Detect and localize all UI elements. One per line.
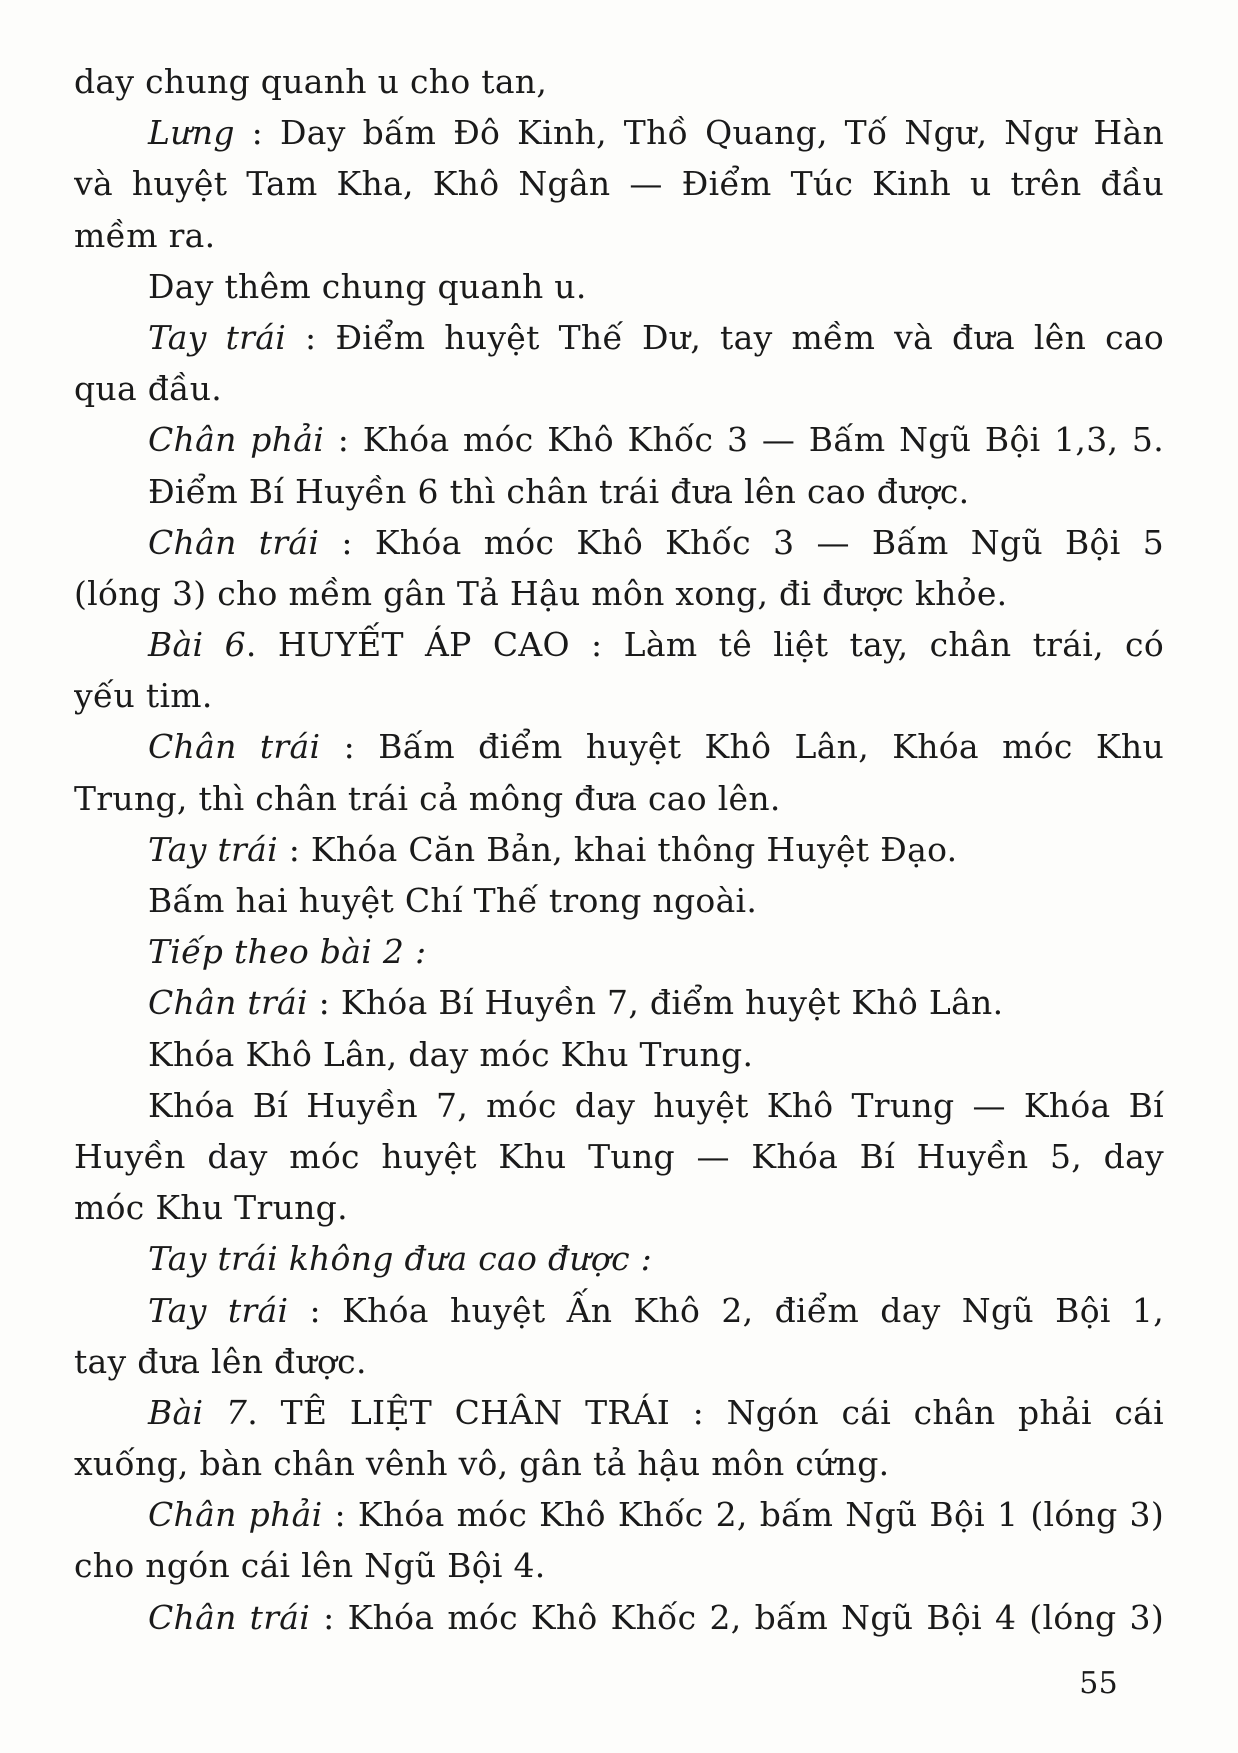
body-text: [74, 56, 1164, 1643]
text-line: móc Khu Trung.: [74, 1188, 348, 1228]
section-label: Tay trái không đưa cao được :: [148, 1239, 653, 1279]
text-line: qua đầu.: [74, 369, 223, 409]
text-line: yếu tim.: [74, 676, 213, 716]
section-label: Bài 6: [148, 625, 246, 665]
text-line: Day thêm chung quanh u.: [148, 266, 587, 306]
text-line: Khóa Bí Huyền 7, móc day huyệt Khô Trung — Khóa Bí: [148, 1085, 1164, 1125]
section-label: Tay trái: [148, 1290, 289, 1330]
text-line: (lóng 3) cho mềm gân Tả Hậu môn xong, đi được khỏe.: [74, 573, 1008, 613]
text-line: cho ngón cái lên Ngũ Bội 4.: [74, 1546, 546, 1586]
text-line: Chân trái : Khóa móc Khô Khốc 2, bấm Ngũ Bội 4 (lóng 3): [148, 1597, 1164, 1637]
text-line: tay đưa lên được.: [74, 1341, 367, 1381]
section-label: Chân phải: [148, 420, 325, 460]
section-label: Chân phải: [148, 1495, 323, 1535]
page-number: 55: [1079, 1666, 1118, 1701]
text-line: [74, 926, 1164, 977]
text-line: Bấm hai huyệt Chí Thế trong ngoài.: [148, 881, 758, 920]
text-line: Chân trái : Bấm điểm huyệt Khô Lân, Khóa móc Khu: [148, 727, 1164, 767]
text-line: Huyền day móc huyệt Khu Tung — Khóa Bí Huyền 5, day: [74, 1136, 1164, 1176]
text-line: Tay trái : Điểm huyệt Thế Dư, tay mềm và đưa lên cao: [148, 317, 1164, 357]
text-line: Bài 7. TÊ LIỆT CHÂN TRÁI : Ngón cái chân phải cái: [148, 1392, 1164, 1432]
section-label: Tay trái: [148, 317, 287, 357]
section-label: Bài 7: [148, 1392, 248, 1432]
text-line: Khóa Khô Lân, day móc Khu Trung.: [148, 1034, 754, 1074]
section-label: Tiếp theo bài 2 :: [148, 932, 427, 972]
text-line: và huyệt Tam Kha, Khô Ngân — Điểm Túc Kinh u trên đầu: [74, 164, 1164, 204]
text-line: Chân phải : Khóa móc Khô Khốc 3 — Bấm Ngũ Bội 1,3, 5.: [148, 420, 1164, 460]
text-line: Bài 6. HUYẾT ÁP CAO : Làm tê liệt tay, chân trái, có: [148, 625, 1164, 665]
text-line: Chân phải : Khóa móc Khô Khốc 2, bấm Ngũ Bội 1 (lóng 3): [148, 1495, 1164, 1535]
text-line: Tay trái : Khóa huyệt Ấn Khô 2, điểm day Ngũ Bội 1,: [148, 1290, 1164, 1330]
text-line: [74, 1233, 1164, 1284]
text-line: Chân trái : Khóa Bí Huyền 7, điểm huyệt Khô Lân.: [148, 983, 1004, 1023]
text-line: Trung, thì chân trái cả mông đưa cao lên.: [74, 778, 781, 818]
section-label: Chân trái: [148, 522, 320, 562]
text-line: day chung quanh u cho tan,: [74, 62, 548, 101]
text-line: Tay trái : Khóa Căn Bản, khai thông Huyệt Đạo.: [148, 829, 958, 869]
section-label: Chân trái: [148, 727, 321, 767]
text-line: xuống, bàn chân vênh vô, gân tả hậu môn cứng.: [74, 1444, 890, 1484]
section-label: Chân trái: [148, 1597, 311, 1637]
section-label: Chân trái: [148, 983, 308, 1023]
section-label: Tay trái: [148, 829, 278, 869]
text-line: Chân trái : Khóa móc Khô Khốc 3 — Bấm Ngũ Bội 5: [148, 522, 1164, 562]
section-label: Lưng: [148, 113, 235, 153]
text-line: Lưng : Day bấm Đô Kinh, Thồ Quang, Tố Ngư, Ngư Hàn: [148, 113, 1164, 153]
text-line: Điểm Bí Huyền 6 thì chân trái đưa lên cao được.: [148, 471, 970, 511]
text-line: mềm ra.: [74, 215, 216, 255]
